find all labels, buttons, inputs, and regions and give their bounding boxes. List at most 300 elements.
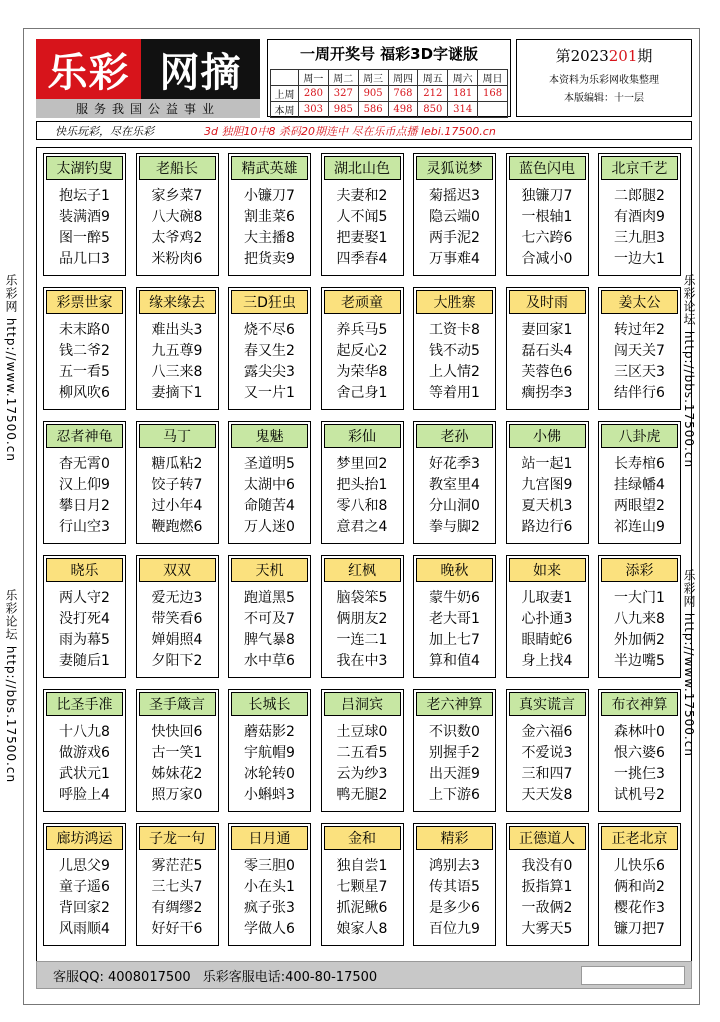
puzzle-line: 起反心2: [336, 343, 388, 359]
logo-left: 乐彩: [36, 39, 141, 99]
puzzle-line: 金六福6: [521, 724, 573, 740]
puzzle-lines: [414, 588, 495, 672]
draw-number: 768: [388, 86, 418, 102]
puzzle-lines: [507, 454, 588, 538]
row-label: 本周: [271, 102, 299, 118]
puzzle-line: 圣道明5: [244, 456, 295, 472]
puzzle-line: 七颗星7: [336, 879, 388, 895]
puzzle-line: 九宫图9: [521, 477, 573, 493]
puzzle-line: 五一看5: [59, 364, 110, 380]
puzzle-line: 我在中3: [336, 653, 388, 669]
puzzle-cell: [506, 823, 589, 946]
puzzle-line: 万事难4: [429, 251, 480, 267]
issue-suffix: 期: [637, 47, 653, 65]
header-cell: 周一: [299, 70, 329, 86]
puzzle-line: 古一笑1: [151, 745, 203, 761]
puzzle-line: 转过年2: [614, 322, 665, 338]
puzzle-line: 镰刀把7: [614, 921, 665, 937]
puzzle-line: 风雨顺4: [59, 921, 110, 937]
puzzle-lines: [229, 454, 310, 538]
puzzle-lines: [322, 722, 403, 806]
weekly-draw-box: [267, 39, 511, 117]
puzzle-cell: [228, 421, 311, 544]
puzzle-line: 抱坛子1: [59, 188, 110, 204]
puzzle-line: 二五看5: [336, 745, 388, 761]
author-name: 老船长: [139, 156, 216, 180]
puzzle-line: 云为纱3: [336, 766, 388, 782]
puzzle-line: 疯子张3: [244, 900, 295, 916]
author-name: 真实谎言: [509, 692, 586, 716]
puzzle-lines: [44, 186, 125, 270]
puzzle-cell: [413, 421, 496, 544]
puzzle-line: 背回家2: [59, 900, 110, 916]
puzzle-line: 天天发8: [521, 787, 573, 803]
author-name: 大胜寨: [416, 290, 493, 314]
header-cell: 周六: [448, 70, 478, 86]
puzzle-lines: [44, 722, 125, 806]
puzzle-line: 钱二爷2: [59, 343, 110, 359]
puzzle-line: 不可及7: [244, 611, 295, 627]
author-name: 彩仙: [324, 424, 401, 448]
issue-prefix: 第2023: [555, 47, 609, 65]
puzzle-line: 一根轴1: [521, 209, 573, 225]
puzzle-line: 是多少6: [429, 900, 480, 916]
puzzle-lines: [229, 320, 310, 404]
puzzle-lines: [322, 856, 403, 940]
puzzle-line: 三七头7: [151, 879, 203, 895]
puzzle-line: 梦里回2: [336, 456, 388, 472]
puzzle-line: 小蝌蚪3: [244, 787, 295, 803]
puzzle-line: 带笑看6: [151, 611, 203, 627]
puzzle-line: 十八九8: [59, 724, 110, 740]
side-url-right-top: 乐彩论坛 http://bbs.17500.cn: [682, 274, 696, 469]
author-name: 晓乐: [46, 558, 123, 582]
puzzle-line: 加上七7: [429, 632, 480, 648]
puzzle-line: 一挑仨3: [614, 766, 665, 782]
puzzle-line: 又一片1: [244, 385, 295, 401]
puzzle-line: 娘家人8: [336, 921, 388, 937]
puzzle-line: 恨六婆6: [614, 745, 665, 761]
draw-number: 314: [448, 102, 478, 118]
puzzle-line: 百位九9: [429, 921, 480, 937]
author-name: 老六神算: [416, 692, 493, 716]
puzzle-line: 我没有0: [521, 858, 573, 874]
puzzle-line: 装满酒9: [59, 209, 110, 225]
puzzle-line: 难出头3: [151, 322, 203, 338]
puzzle-line: 四季春4: [336, 251, 388, 267]
puzzle-lines: [44, 320, 125, 404]
author-name: 灵狐说梦: [416, 156, 493, 180]
puzzle-line: 柳风吹6: [59, 385, 110, 401]
puzzle-line: 零八和8: [336, 498, 388, 514]
puzzle-line: 森林叶0: [614, 724, 665, 740]
puzzle-lines: [507, 722, 588, 806]
author-name: 北京千艺: [601, 156, 678, 180]
puzzle-cell: [321, 823, 404, 946]
author-name: 廊坊鸿运: [46, 826, 123, 850]
puzzle-line: 瘸拐李3: [521, 385, 573, 401]
header-cell: 周四: [388, 70, 418, 86]
puzzle-cell: [598, 689, 681, 812]
author-name: 吕洞宾: [324, 692, 401, 716]
puzzle-lines: [507, 320, 588, 404]
puzzle-line: 鸿别去3: [429, 858, 480, 874]
puzzle-lines: [414, 722, 495, 806]
side-url-right-bottom: 乐彩网 http://www.17500.cn: [682, 569, 696, 757]
puzzle-line: 俩朋友2: [336, 611, 388, 627]
author-name: 天机: [231, 558, 308, 582]
author-name: 蓝色闪电: [509, 156, 586, 180]
puzzle-line: 舍己身1: [336, 385, 388, 401]
puzzle-cell: [598, 823, 681, 946]
puzzle-line: 蒙牛奶6: [429, 590, 480, 606]
puzzle-line: 等着用1: [429, 385, 480, 401]
puzzle-lines: [414, 856, 495, 940]
puzzle-line: 外加俩2: [614, 632, 665, 648]
puzzle-line: 行山空3: [59, 519, 110, 535]
puzzle-line: 祁连山9: [614, 519, 665, 535]
puzzle-lines: [507, 186, 588, 270]
puzzle-line: 有酒肉9: [614, 209, 665, 225]
puzzle-line: 上下游6: [429, 787, 480, 803]
header-cell: 周二: [328, 70, 358, 86]
puzzle-line: 家乡菜7: [151, 188, 203, 204]
puzzle-cell: [413, 689, 496, 812]
puzzle-lines: [599, 454, 680, 538]
puzzle-cell: [413, 153, 496, 276]
puzzle-cell: [413, 555, 496, 678]
issue-editor: 本版编辑：十一层: [564, 93, 644, 104]
puzzle-line: 把头抬1: [336, 477, 388, 493]
puzzle-line: 饺子转7: [151, 477, 203, 493]
puzzle-cell: [228, 287, 311, 410]
puzzle-line: 意君之4: [336, 519, 388, 535]
puzzle-line: 割韭菜6: [244, 209, 295, 225]
puzzle-cell: [506, 555, 589, 678]
puzzle-line: 三区天3: [614, 364, 665, 380]
puzzle-lines: [322, 454, 403, 538]
author-name: 圣手箴言: [139, 692, 216, 716]
author-name: 忍者神龟: [46, 424, 123, 448]
puzzle-line: 冰轮转0: [244, 766, 295, 782]
puzzle-line: 把货卖9: [244, 251, 295, 267]
puzzle-line: 八九来8: [614, 611, 665, 627]
draw-number: 586: [358, 102, 388, 118]
puzzle-line: 大雾天5: [521, 921, 573, 937]
header-cell: 周五: [418, 70, 448, 86]
puzzle-line: 夫妻和2: [336, 188, 388, 204]
puzzle-line: 抓泥鳅6: [336, 900, 388, 916]
author-name: 老孙: [416, 424, 493, 448]
row-label: 上周: [271, 86, 299, 102]
puzzle-line: 工资卡8: [429, 322, 480, 338]
puzzle-line: 一边大1: [614, 251, 665, 267]
author-name: 彩票世家: [46, 290, 123, 314]
puzzle-lines: [137, 856, 218, 940]
issue-digits: 201: [608, 47, 638, 65]
draw-number: 327: [328, 86, 358, 102]
draw-number: 498: [388, 102, 418, 118]
puzzle-line: 快快回6: [151, 724, 203, 740]
puzzle-line: 跑道黑5: [244, 590, 295, 606]
puzzle-cell: [598, 421, 681, 544]
puzzle-line: 结伴行6: [614, 385, 665, 401]
puzzle-line: 过小年4: [151, 498, 203, 514]
issue-box: [516, 39, 692, 117]
author-name: 老顽童: [324, 290, 401, 314]
puzzle-line: 有绸缪2: [151, 900, 203, 916]
puzzle-line: 半边嘴5: [614, 653, 665, 669]
puzzle-lines: [44, 454, 125, 538]
puzzle-cell: [136, 823, 219, 946]
header-cell: 周三: [358, 70, 388, 86]
puzzle-cell: [43, 287, 126, 410]
draw-number: 985: [328, 102, 358, 118]
puzzle-lines: [322, 320, 403, 404]
puzzle-line: 一连二1: [336, 632, 388, 648]
author-name: 长城长: [231, 692, 308, 716]
puzzle-line: 俩和尚2: [614, 879, 665, 895]
puzzle-line: 春又生2: [244, 343, 295, 359]
puzzle-line: 米粉肉6: [151, 251, 203, 267]
header-cell: [271, 70, 299, 86]
puzzle-line: 试机号2: [614, 787, 665, 803]
puzzle-line: 妻摘下1: [151, 385, 203, 401]
puzzle-cell: [506, 689, 589, 812]
puzzle-line: 路边行6: [521, 519, 573, 535]
puzzle-line: 糖瓜粘2: [151, 456, 203, 472]
puzzle-line: 不识数0: [429, 724, 480, 740]
puzzle-line: 脾气暴8: [244, 632, 295, 648]
author-name: 子龙一句: [139, 826, 216, 850]
puzzle-line: 为荣华8: [336, 364, 388, 380]
puzzle-line: 儿思父9: [59, 858, 110, 874]
author-name: 比圣手准: [46, 692, 123, 716]
puzzle-line: 八三来8: [151, 364, 203, 380]
puzzle-cell: [43, 823, 126, 946]
puzzle-line: 太湖中6: [244, 477, 295, 493]
puzzle-cell: [228, 689, 311, 812]
puzzle-cell: [136, 287, 219, 410]
author-name: 鬼魅: [231, 424, 308, 448]
puzzle-lines: [507, 588, 588, 672]
header-cell: 周日: [478, 70, 508, 86]
puzzle-line: 磊石头4: [521, 343, 573, 359]
draw-number: 212: [418, 86, 448, 102]
puzzle-lines: [322, 588, 403, 672]
puzzle-line: 站一起1: [521, 456, 573, 472]
author-name: 及时雨: [509, 290, 586, 314]
puzzle-lines: [137, 588, 218, 672]
puzzle-cell: [413, 287, 496, 410]
slogan: 服务我国公益事业: [36, 99, 260, 118]
author-name: 布衣神算: [601, 692, 678, 716]
draw-number: 168: [478, 86, 508, 102]
puzzle-cell: [228, 823, 311, 946]
banner-slogan: 快乐玩彩，尽在乐彩: [55, 124, 154, 138]
puzzle-lines: [599, 856, 680, 940]
puzzle-cell: [43, 421, 126, 544]
puzzle-line: 爱无边3: [151, 590, 203, 606]
puzzle-line: 攀日月2: [59, 498, 110, 514]
puzzle-lines: [507, 856, 588, 940]
logo: [36, 39, 260, 99]
author-name: 金和: [324, 826, 401, 850]
puzzle-line: 未末路0: [59, 322, 110, 338]
puzzle-cell: [136, 689, 219, 812]
puzzle-lines: [137, 454, 218, 538]
weekly-draw-title: 一周开奖号 福彩3D字谜版: [299, 44, 479, 63]
draw-number: [478, 102, 508, 118]
puzzle-line: 独自尝1: [336, 858, 388, 874]
puzzle-line: 姊妹花2: [151, 766, 203, 782]
draw-number: 181: [448, 86, 478, 102]
puzzle-line: 命随苦4: [244, 498, 295, 514]
puzzle-line: 照万家0: [151, 787, 203, 803]
puzzle-cell: [136, 555, 219, 678]
puzzle-line: 童子遥6: [59, 879, 110, 895]
puzzle-cell: [598, 287, 681, 410]
puzzle-line: 小在头1: [244, 879, 295, 895]
author-name: 缘来缘去: [139, 290, 216, 314]
puzzle-cell: [506, 421, 589, 544]
puzzle-line: 分山洞0: [429, 498, 480, 514]
puzzle-line: 呼脸上4: [59, 787, 110, 803]
puzzle-cell: [506, 287, 589, 410]
puzzle-cell: [598, 555, 681, 678]
puzzle-line: 宇航帽9: [244, 745, 295, 761]
puzzle-line: 蘑菇影2: [244, 724, 295, 740]
puzzle-line: 好花季3: [429, 456, 480, 472]
banner: [36, 121, 692, 140]
table-row: [271, 86, 508, 102]
author-name: 正老北京: [601, 826, 678, 850]
puzzle-line: 拳与脚2: [429, 519, 480, 535]
puzzle-cell: [228, 153, 311, 276]
puzzle-lines: [229, 588, 310, 672]
puzzle-line: 雾茫茫5: [151, 858, 203, 874]
puzzle-line: 算和值4: [429, 653, 480, 669]
puzzle-cell: [321, 153, 404, 276]
puzzle-line: 传其语5: [429, 879, 480, 895]
puzzle-lines: [599, 320, 680, 404]
logo-right: 网摘: [141, 39, 260, 99]
puzzle-line: 品几口3: [59, 251, 110, 267]
puzzle-line: 三九胆3: [614, 230, 665, 246]
puzzle-line: 婵娟照4: [151, 632, 203, 648]
puzzle-line: 鸭无腿2: [336, 787, 388, 803]
puzzle-lines: [414, 320, 495, 404]
author-name: 红枫: [324, 558, 401, 582]
author-name: 精彩: [416, 826, 493, 850]
puzzle-cell: [506, 153, 589, 276]
weekly-draw-table: [270, 69, 508, 118]
puzzle-line: 樱花作3: [614, 900, 665, 916]
author-name: 双双: [139, 558, 216, 582]
puzzle-line: 芙蓉色6: [521, 364, 573, 380]
draw-number: 303: [299, 102, 329, 118]
puzzle-line: 菊摇迟3: [429, 188, 480, 204]
puzzle-line: 武状元1: [59, 766, 110, 782]
author-name: 晚秋: [416, 558, 493, 582]
puzzle-cell: [321, 689, 404, 812]
puzzle-sheet: [4, 28, 700, 1005]
puzzle-line: 七六跨6: [521, 230, 573, 246]
footer-tel: 乐彩客服电话:400-80-17500: [202, 969, 378, 985]
puzzle-lines: [137, 722, 218, 806]
puzzle-lines: [599, 588, 680, 672]
puzzle-line: 汉上仰9: [59, 477, 110, 493]
author-name: 添彩: [601, 558, 678, 582]
puzzle-line: 两手泥2: [429, 230, 480, 246]
puzzle-cell: [413, 823, 496, 946]
puzzle-lines: [137, 186, 218, 270]
puzzle-line: 好好干6: [151, 921, 203, 937]
puzzle-line: 儿取妻1: [521, 590, 573, 606]
footer-qq: 客服QQ: 4008017500: [53, 969, 191, 985]
author-name: 日月通: [231, 826, 308, 850]
puzzle-line: 隐云端0: [429, 209, 480, 225]
puzzle-line: 没打死4: [59, 611, 110, 627]
puzzle-grid: [36, 147, 692, 965]
puzzle-cell: [228, 555, 311, 678]
puzzle-line: 长寿棺6: [614, 456, 665, 472]
puzzle-line: 老大哥1: [429, 611, 480, 627]
author-name: 湖北山色: [324, 156, 401, 180]
puzzle-line: 儿快乐6: [614, 858, 665, 874]
puzzle-line: 别握手2: [429, 745, 480, 761]
puzzle-line: 两人守2: [59, 590, 110, 606]
puzzle-line: 教室里4: [429, 477, 480, 493]
puzzle-line: 闯天关7: [614, 343, 665, 359]
author-name: 小佛: [509, 424, 586, 448]
side-url-left-bottom: 乐彩论坛 http://bbs.17500.cn: [4, 589, 18, 784]
puzzle-lines: [322, 186, 403, 270]
draw-number: 905: [358, 86, 388, 102]
puzzle-line: 挂绿幡4: [614, 477, 665, 493]
puzzle-line: 零三胆0: [244, 858, 295, 874]
puzzle-line: 水中草6: [244, 653, 295, 669]
puzzle-line: 鞭跑燃6: [151, 519, 203, 535]
puzzle-line: 一大门1: [614, 590, 665, 606]
puzzle-line: 把妻娶1: [336, 230, 388, 246]
puzzle-line: 人不闻5: [336, 209, 388, 225]
puzzle-lines: [229, 722, 310, 806]
draw-number: 850: [418, 102, 448, 118]
puzzle-line: 太爷鸡2: [151, 230, 203, 246]
puzzle-line: 脑袋笨5: [336, 590, 388, 606]
puzzle-lines: [44, 588, 125, 672]
puzzle-cell: [321, 555, 404, 678]
puzzle-line: 八大碗8: [151, 209, 203, 225]
puzzle-cell: [43, 689, 126, 812]
puzzle-line: 出天涯9: [429, 766, 480, 782]
puzzle-line: 养兵马5: [336, 322, 388, 338]
puzzle-lines: [229, 856, 310, 940]
puzzle-lines: [229, 186, 310, 270]
banner-ad[interactable]: 3d 独胆10中8 杀码20期连中 尽在乐币点播 lebi.17500.cn: [204, 124, 496, 138]
puzzle-line: 三和四7: [521, 766, 573, 782]
puzzle-line: 烧不尽6: [244, 322, 295, 338]
puzzle-cell: [598, 153, 681, 276]
puzzle-cell: [136, 153, 219, 276]
puzzle-lines: [137, 320, 218, 404]
author-name: 如来: [509, 558, 586, 582]
puzzle-cell: [43, 555, 126, 678]
puzzle-line: 一敌俩2: [521, 900, 573, 916]
puzzle-line: 妻回家1: [521, 322, 573, 338]
puzzle-line: 做游戏6: [59, 745, 110, 761]
